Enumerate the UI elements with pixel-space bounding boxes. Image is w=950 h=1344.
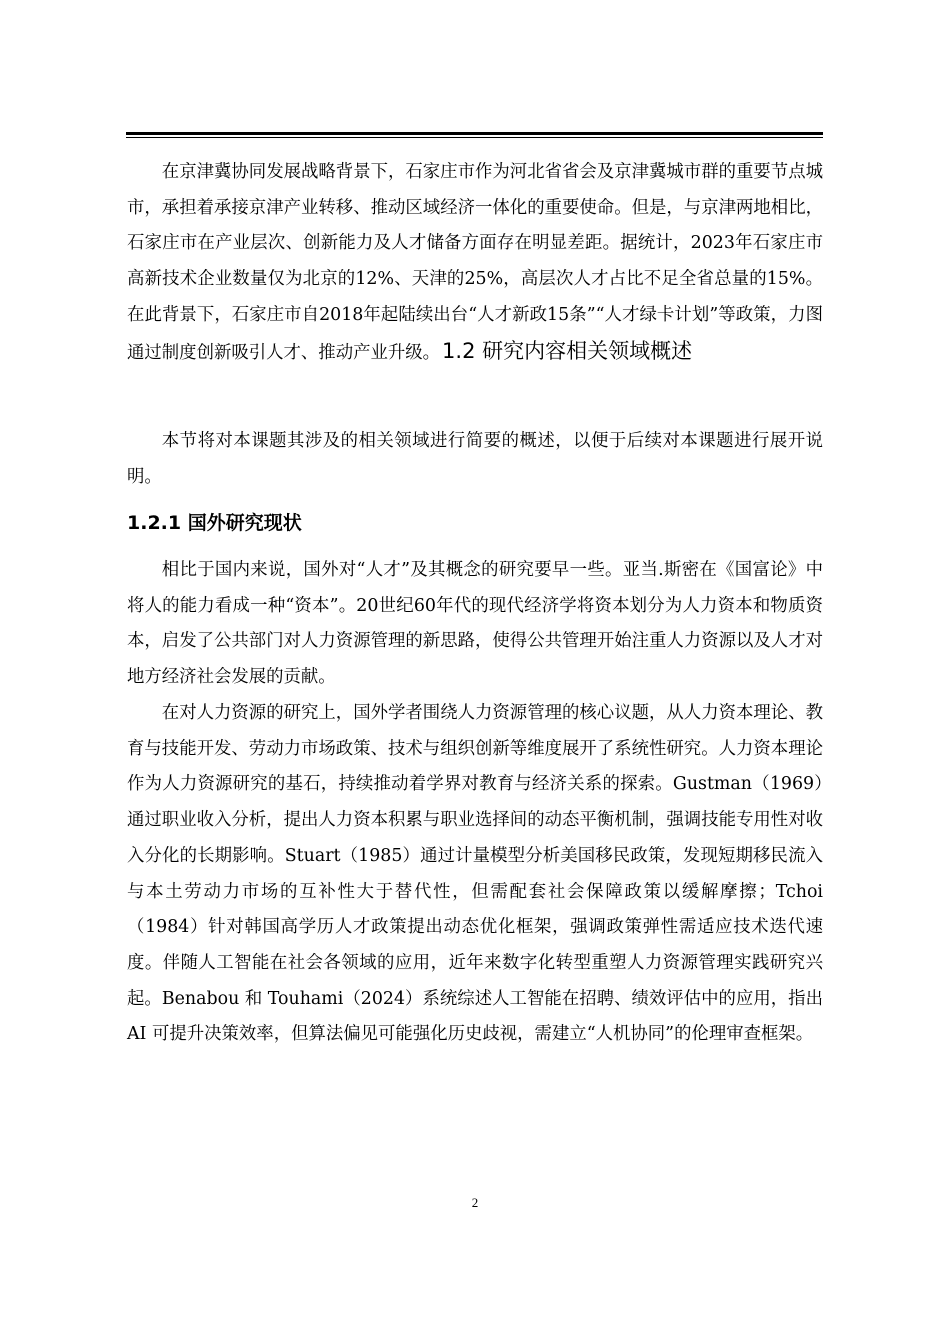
page-number: 2 [471, 1195, 479, 1210]
body-paragraph-1: 相比于国内来说，国外对“人才”及其概念的研究要早一些。亚当.斯密在《国富论》中将人的能力看成一种“资本”。20世纪60年代的现代经济学将资本划分为人力资本和物质资本，启发了公共部门对人力资源管理的新思路，使得公共管理开始注重人力资源以及人才对地方经济社会发展的贡献。 [127, 560, 823, 688]
subsection-heading: 1.2.1 国外研究现状 [127, 512, 302, 534]
section-heading: 1.2 研究内容相关领域概述 [442, 338, 693, 363]
body-paragraph-2: 在对人力资源的研究上，国外学者围绕人力资源管理的核心议题，从人力资本理论、教育与技能开发、劳动力市场政策、技术与组织创新等维度展开了系统性研究。人力资本理论作为人力资源研究的基石，持续推动着学界对教育与经济关系的探索。Gustman（1969）通过职业收入分析，提出人力资本积累与职业选择间的动态平衡机制，强调技能专用性对收入分化的长期影响。Stuart（1985）通过计量模型分析美国移民政策，发现短期移民流入与本土劳动力市场的互补性大于替代性，但需配套社会保障政策以缓解摩擦；Tchoi（1984）针对韩国高学历人才政策提出动态优化框架，强调政策弹性需适应技术迭代速度。伴随人工智能在社会各领域的应用，近年来数字化转型重塑人力资源管理实践研究兴起。Benabou 和 Touhami（2024）系统综述人工智能在招聘、绩效评估中的应用，指出 AI 可提升决策效率，但算法偏见可能强化历史歧视，需建立“人机协同”的伦理审查框架。 [127, 703, 823, 1045]
section-intro-paragraph: 本节将对本课题其涉及的相关领域进行简要的概述，以便于后续对本课题进行展开说明。 [127, 431, 823, 487]
header-rule [126, 132, 823, 135]
header-rule-thin [126, 137, 823, 138]
intro-paragraph-text: 在京津冀协同发展战略背景下，石家庄市作为河北省省会及京津冀城市群的重要节点城市，承担着承接京津产业转移、推动区域经济一体化的重要使命。但是，与京津两地相比，石家庄市在产业层次、创新能力及人才储备方面存在明显差距。据统计，2023年石家庄市高新技术企业数量仅为北京的12%、天津的25%，高层次人才占比不足全省总量的15%。在此背景下，石家庄市自2018年起陆续出台“人才新政15条”“人才绿卡计划”等政策，力图通过制度创新吸引人才、推动产业升级。 [127, 162, 823, 363]
intro-paragraph [127, 155, 823, 371]
